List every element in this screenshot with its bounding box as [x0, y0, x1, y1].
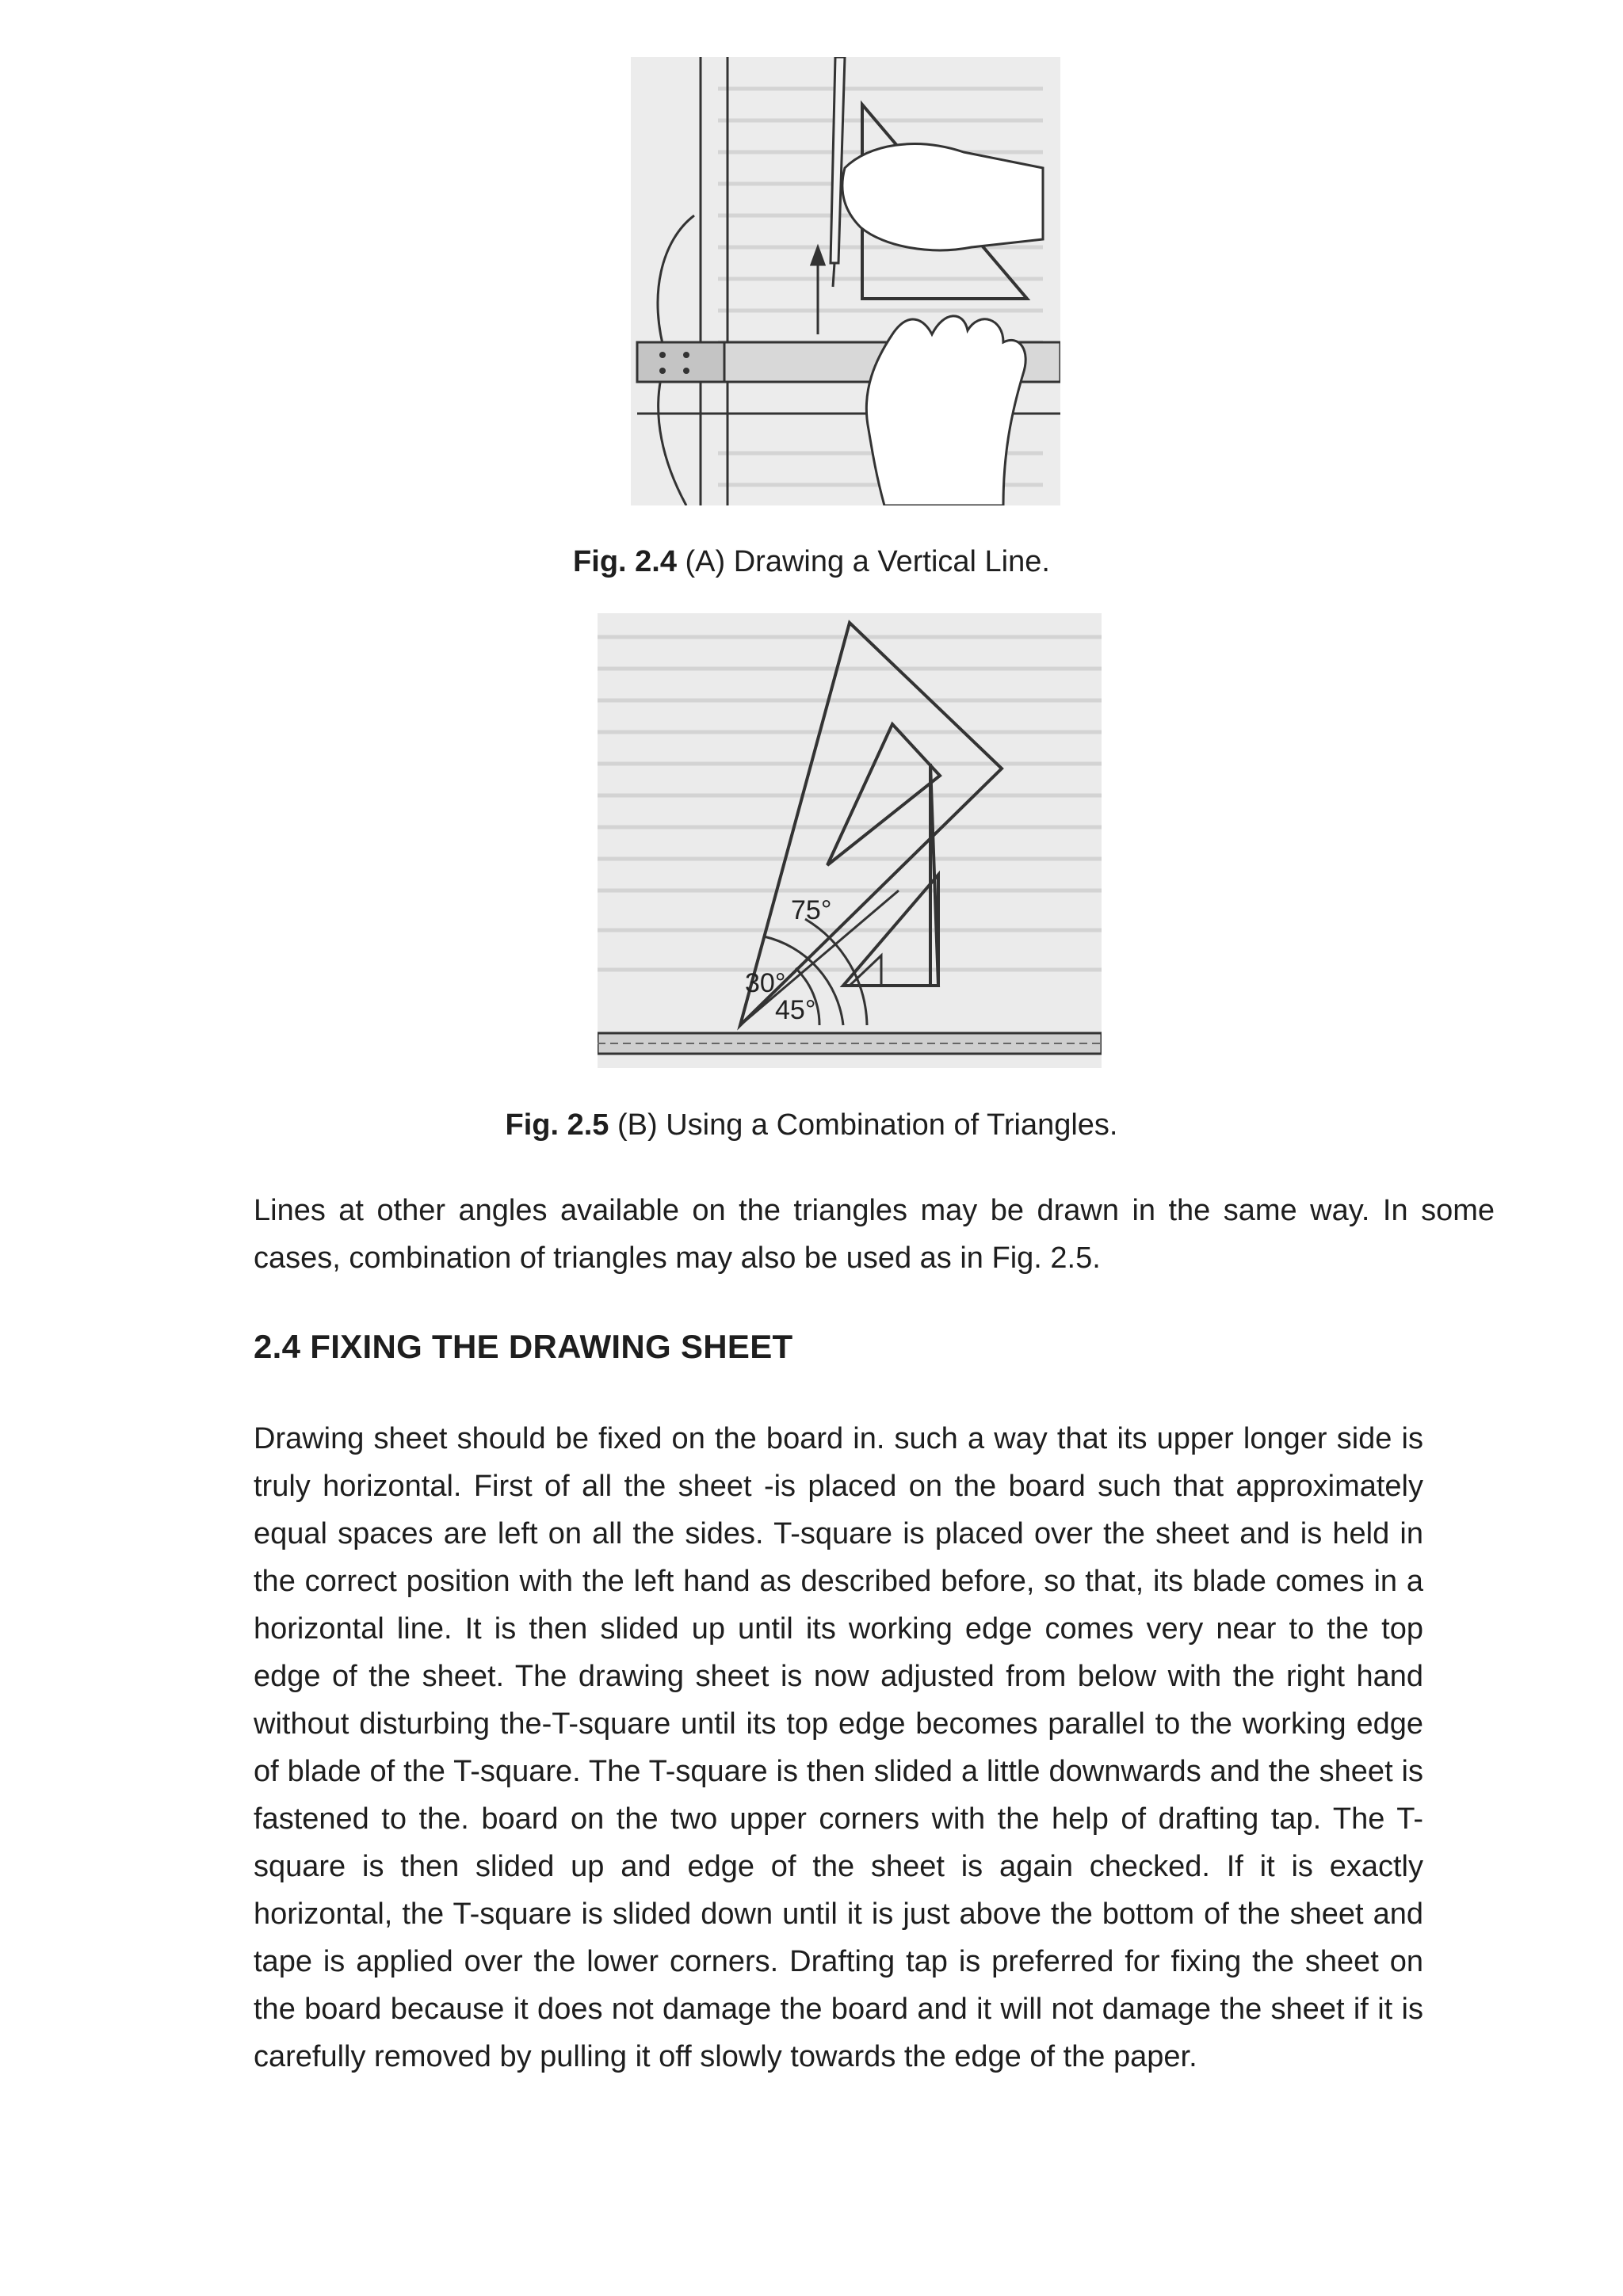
angle-label-45: 45°	[775, 995, 816, 1025]
t-square-blade	[598, 1033, 1102, 1054]
figure-2-5-image	[598, 613, 1102, 1068]
triangles-combination-illustration	[598, 613, 1102, 1068]
hand-on-t-square	[866, 316, 1025, 505]
figure-2-4-image	[631, 57, 1060, 505]
intro-paragraph: Lines at other angles available on the triangles may be drawn in the same way. In some cases, combination of triangles may also be used as in Fig. 2.5.	[254, 1194, 1495, 1275]
vertical-line-drawing-illustration	[631, 57, 1060, 505]
figure-2-5-caption	[0, 1106, 1623, 1144]
angle-label-75: 75°	[791, 895, 832, 925]
section-body-paragraph: Drawing sheet should be fixed on the board in. such a way that its upper longer side is truly horizontal. First of all the sheet -is placed on the board such that approximately equal spaces are left on all the sides. T-square is placed over the sheet and is held in the correct position with the left hand as described before, so that, its blade comes in a horizontal line. It is then slided up until its working edge comes very near to the top edge of the sheet. The drawing sheet is now adjusted from below with the right hand without disturbing the-T-square until its top edge becomes parallel to the working edge of blade of the T-square. The T-square is then slided a little downwards and the sheet is fastened to the. board on the two upper corners with the help of drafting tap. The T-square is then slided up and edge of the sheet is again checked. If it is exactly horizontal, the T-square is slided down until it is just above the bottom of the sheet and tape is applied over the lower corners. Drafting tap is preferred for fixing the sheet on the board because it does not damage the board and it will not damage the sheet if it is carefully removed by pulling it off slowly towards the edge of the paper.	[254, 1422, 1423, 2073]
figure-2-5-caption-text: (B) Using a Combination of Triangles.	[617, 1108, 1118, 1142]
angle-label-30: 30°	[745, 968, 786, 998]
figure-2-5-label: Fig. 2.5	[505, 1108, 609, 1142]
figure-2-4-label: Fig. 2.4	[573, 545, 677, 578]
figure-2-4-caption-text: (A) Drawing a Vertical Line.	[685, 545, 1050, 578]
figure-2-4-caption	[0, 543, 1623, 581]
section-heading: 2.4 FIXING THE DRAWING SHEET	[254, 1328, 793, 1365]
